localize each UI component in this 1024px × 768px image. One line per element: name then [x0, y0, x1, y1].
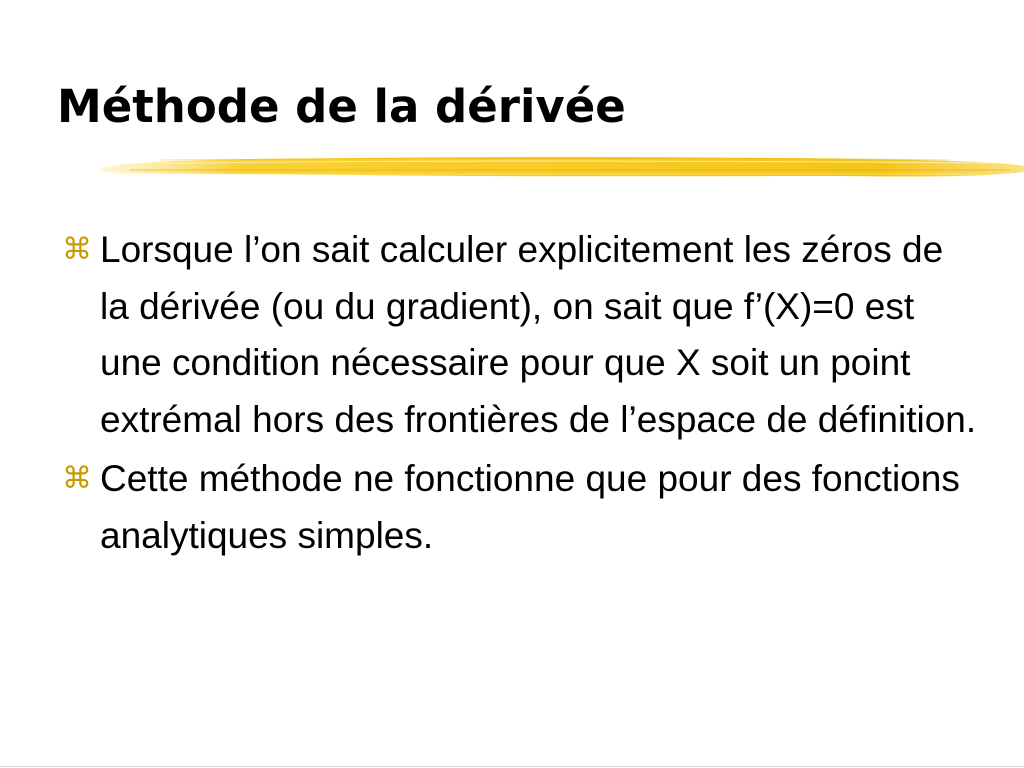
- bullet-item: [62, 451, 982, 564]
- slide-title: Méthode de la dérivée: [57, 80, 626, 133]
- bullet-item: [62, 222, 982, 448]
- command-key-icon: ⌘: [62, 232, 92, 267]
- footer-divider: [0, 766, 1024, 767]
- command-key-icon: ⌘: [62, 461, 92, 496]
- bullet-list: [62, 222, 982, 567]
- bullet-text: Lorsque l’on sait calculer explicitement les zéros de la dérivée (ou du gradient), on sait que f’(X)=0 est une condition nécessaire pour que X soit un point extrémal hors des frontières de l’espace de définition.: [100, 229, 977, 440]
- bullet-text: Cette méthode ne fonctionne que pour des fonctions analytiques simples.: [100, 458, 960, 556]
- title-underline-brushstroke: [100, 150, 1024, 186]
